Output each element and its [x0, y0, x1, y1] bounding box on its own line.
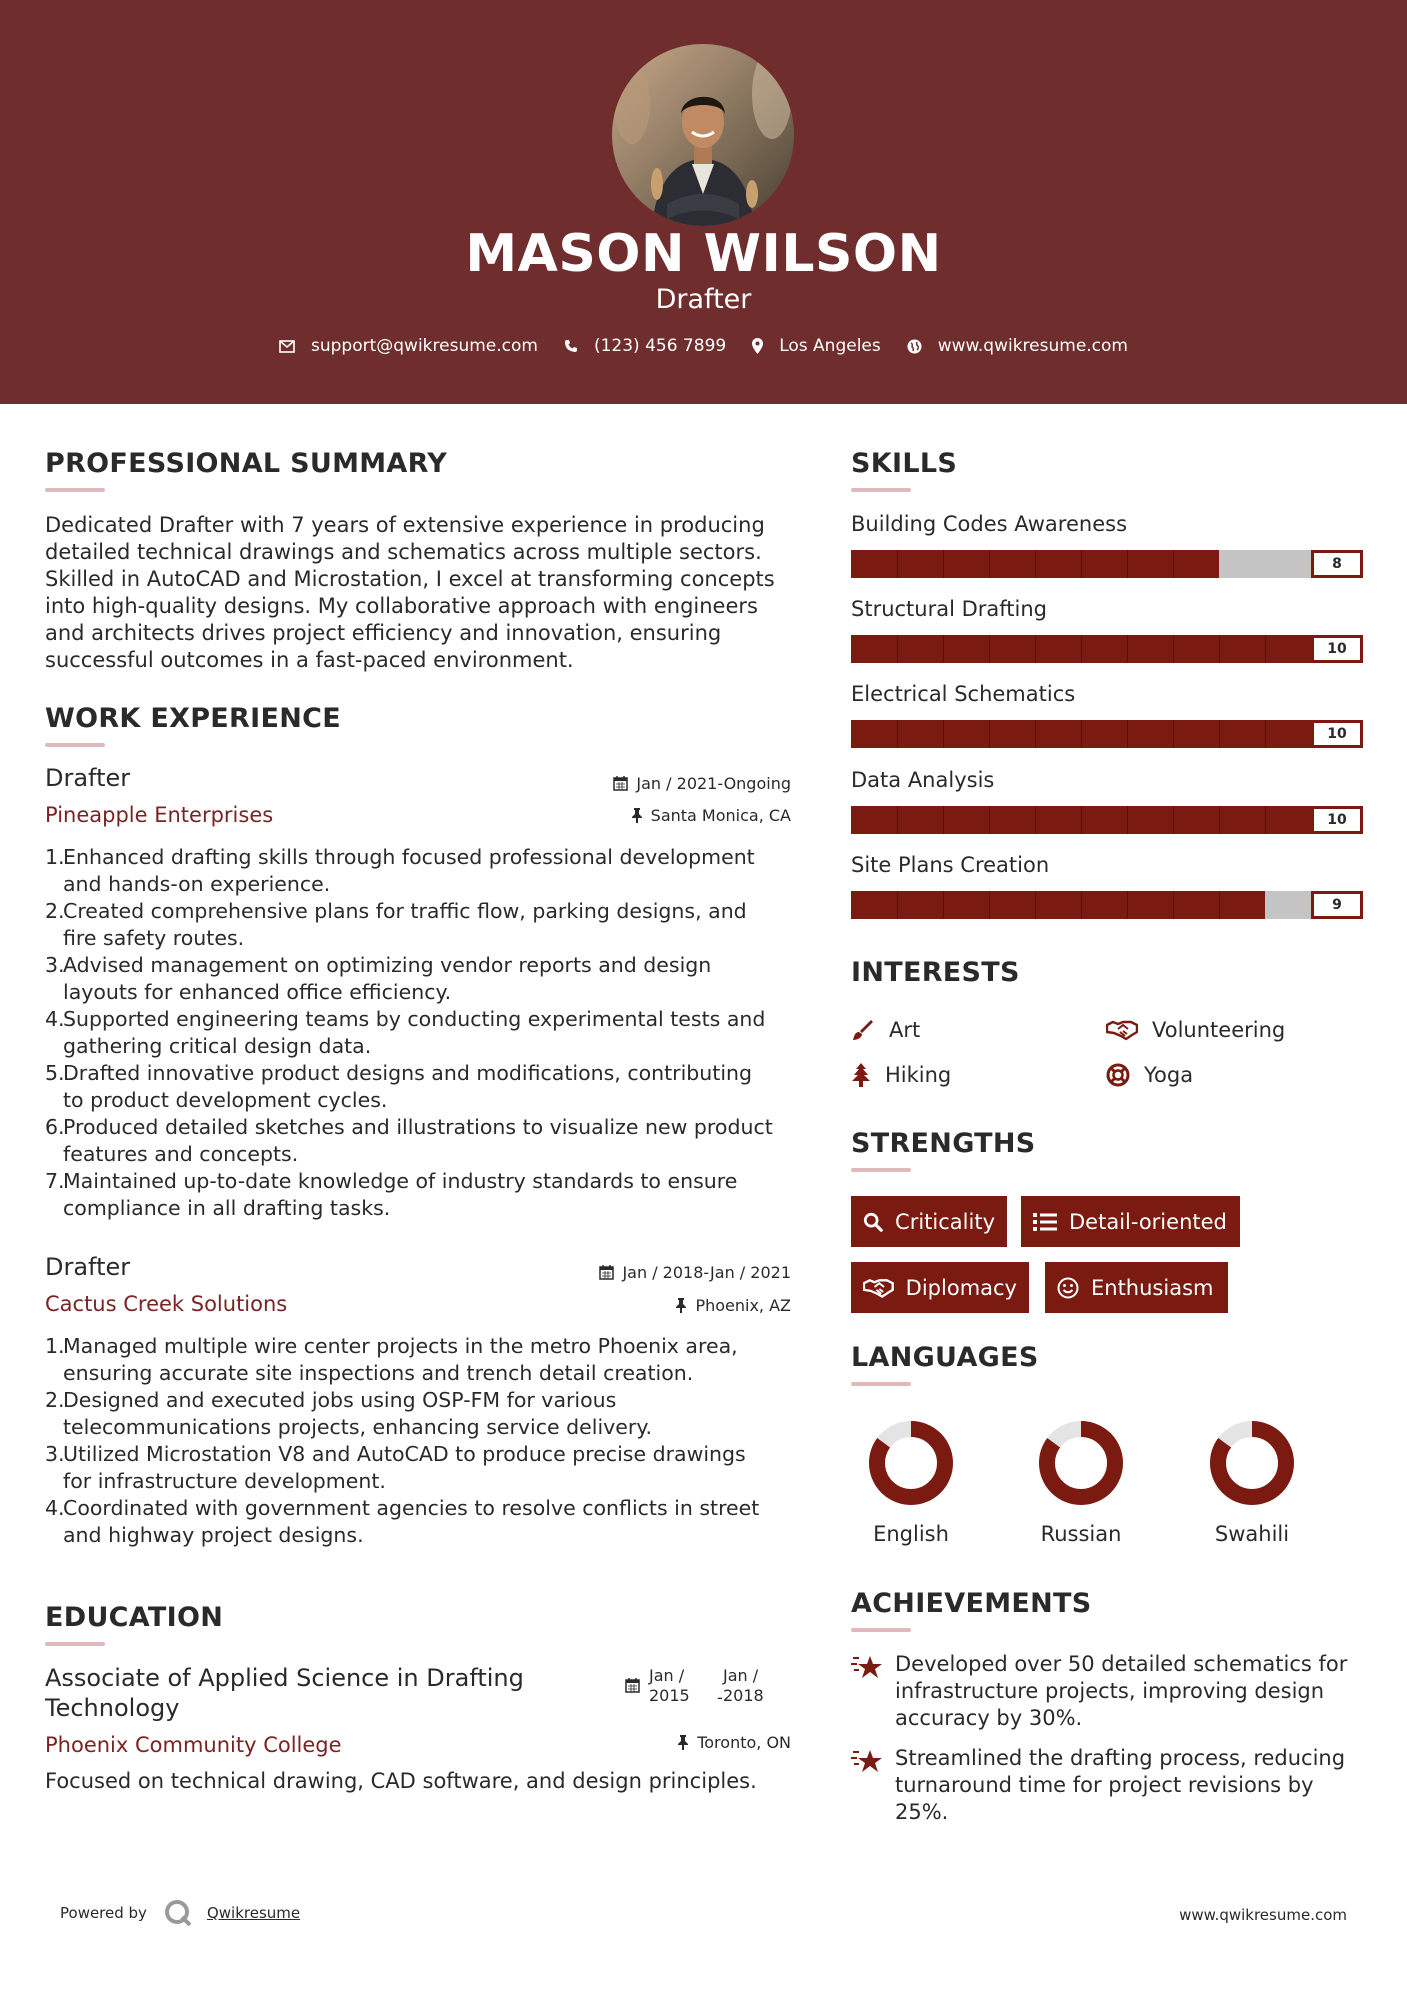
skill-segment-divider — [943, 720, 944, 748]
skill-name: Building Codes Awareness — [851, 512, 1128, 536]
website-text: www.qwikresume.com — [937, 336, 1128, 356]
contact-website[interactable] — [907, 336, 1128, 356]
language-label: Swahili — [1214, 1522, 1290, 1546]
job-title: Drafter — [45, 764, 131, 792]
pushpin-icon — [675, 1298, 687, 1313]
summary-rule — [45, 488, 105, 492]
footer-website[interactable]: www.qwikresume.com — [1179, 1906, 1347, 1924]
achievement-item: Streamlined the drafting process, reducing turnaround time for project revisions by 25%. — [895, 1746, 1346, 1824]
language-level-donut — [1036, 1418, 1126, 1508]
job-dates — [500, 1263, 791, 1282]
education-dates — [625, 1666, 795, 1710]
interest-volunteering: Volunteering — [1106, 1018, 1285, 1042]
skill-segment-divider — [897, 635, 898, 663]
skill-name: Site Plans Creation — [851, 853, 1050, 877]
phone-text: (123) 456 7899 — [593, 336, 727, 356]
skill-name: Electrical Schematics — [851, 682, 1076, 706]
skill-segment-divider — [897, 720, 898, 748]
skill-segment-divider — [1035, 550, 1036, 578]
languages-heading: LANGUAGES — [851, 1342, 1039, 1373]
end-date: Jan / 2018 — [723, 1666, 764, 1705]
skill-segment-divider — [1219, 806, 1220, 834]
candidate-name: MASON WILSON — [465, 224, 942, 284]
contact-bar — [0, 336, 1407, 356]
skill-level-fill — [851, 891, 1265, 919]
job-duties — [45, 844, 815, 1222]
education-rule — [45, 1642, 105, 1646]
job-company: Cactus Creek Solutions — [45, 1292, 288, 1316]
date-separator: - — [717, 1688, 723, 1707]
summary-line: successful outcomes in a fast-paced environment. — [45, 648, 574, 672]
skills-rule — [851, 488, 911, 492]
skill-segment-divider — [943, 635, 944, 663]
star-award-icon — [851, 1654, 883, 1686]
summary-line: and architects drives project efficiency and innovation, ensuring — [45, 621, 722, 645]
skill-segment-divider — [1081, 635, 1082, 663]
strength-tag: Enthusiasm — [1045, 1262, 1228, 1313]
handshake-icon — [863, 1277, 894, 1299]
school-name: Phoenix Community College — [45, 1733, 342, 1757]
phone-icon — [564, 339, 578, 353]
skill-segment-divider — [1265, 720, 1266, 748]
calendar-icon — [599, 1265, 614, 1280]
interests-heading: INTERESTS — [851, 957, 1020, 988]
location-text: Los Angeles — [779, 336, 881, 356]
interest-art: Art — [851, 1018, 920, 1042]
smile-icon — [1057, 1277, 1079, 1299]
skill-segment-divider — [943, 550, 944, 578]
skill-bar — [851, 891, 1363, 919]
qwikresume-link[interactable]: Qwikresume — [206, 1904, 301, 1922]
list-item: 2. Designed and executed jobs using OSP-FM for various telecommunications projects, enhancing service delivery. — [45, 1388, 653, 1439]
job-company: Pineapple Enterprises — [45, 803, 274, 827]
education-description: Focused on technical drawing, CAD software, and design principles. — [45, 1769, 757, 1793]
list-item: 3. Advised management on optimizing vendor reports and design layouts for enhanced office efficiency. — [45, 953, 712, 1004]
job-location-text: Santa Monica, CA — [650, 806, 791, 825]
skill-segment-divider — [1035, 635, 1036, 663]
job-dates-text: Jan / 2021-Ongoing — [636, 774, 791, 793]
strengths-rule — [851, 1168, 911, 1172]
summary-text — [45, 512, 805, 674]
summary-line: Skilled in AutoCAD and Microstation, I excel at transforming concepts — [45, 567, 775, 591]
email-text: support@qwikresume.com — [311, 336, 538, 356]
skill-score: 10 — [1311, 635, 1363, 663]
skill-segment-divider — [1219, 720, 1220, 748]
list-item: 1. Enhanced drafting skills through focused professional development and hands-on experience. — [45, 845, 755, 896]
job-location — [500, 806, 791, 825]
candidate-title: Drafter — [655, 284, 752, 315]
skill-segment-divider — [1081, 550, 1082, 578]
language-level-donut — [866, 1418, 956, 1508]
strengths-heading: STRENGTHS — [851, 1128, 1036, 1159]
skill-segment-divider — [1173, 806, 1174, 834]
list-item: 2. Created comprehensive plans for traffic flow, parking designs, and fire safety routes. — [45, 899, 747, 950]
qwikresume-logo-icon — [163, 1898, 193, 1928]
skill-name: Structural Drafting — [851, 597, 1048, 621]
skill-segment-divider — [989, 806, 990, 834]
search-icon — [863, 1211, 883, 1233]
language-item — [1167, 1418, 1337, 1546]
pushpin-icon — [631, 808, 643, 823]
job-location-text: Phoenix, AZ — [695, 1296, 791, 1315]
education-heading: EDUCATION — [45, 1602, 224, 1633]
skill-segment-divider — [1081, 891, 1082, 919]
skill-segment-divider — [1173, 550, 1174, 578]
skill-segment-divider — [943, 806, 944, 834]
interest-yoga: Yoga — [1106, 1063, 1193, 1087]
skill-segment-divider — [1219, 891, 1220, 919]
strength-tag: Criticality — [851, 1196, 1007, 1247]
handshake-icon — [1106, 1019, 1138, 1041]
skill-segment-divider — [1127, 720, 1128, 748]
lifering-icon — [1106, 1063, 1130, 1087]
skill-segment-divider — [1035, 806, 1036, 834]
list-item: 3. Utilized Microstation V8 and AutoCAD to produce precise drawings for infrastructure development. — [45, 1442, 746, 1493]
paintbrush-icon — [851, 1018, 875, 1042]
language-label: Russian — [1040, 1522, 1122, 1546]
skill-segment-divider — [897, 806, 898, 834]
education-location-text: Toronto, ON — [697, 1733, 791, 1752]
language-item — [996, 1418, 1166, 1546]
start-date: Jan / 2015 — [649, 1666, 690, 1705]
skill-score: 10 — [1311, 806, 1363, 834]
job-dates — [500, 774, 791, 793]
list-item: 1. Managed multiple wire center projects in the metro Phoenix area, ensuring accurate site inspections and trench detail creation. — [45, 1334, 738, 1385]
powered-by-label: Powered by — [60, 1904, 147, 1922]
skill-segment-divider — [1173, 635, 1174, 663]
footer-powered-by — [60, 1898, 300, 1928]
achievement-item: Developed over 50 detailed schematics for infrastructure projects, improving design accuracy by 30%. — [895, 1652, 1348, 1730]
skill-score: 9 — [1311, 891, 1363, 919]
skill-score: 8 — [1311, 550, 1363, 578]
skill-segment-divider — [1173, 720, 1174, 748]
job-location — [500, 1296, 791, 1315]
skill-segment-divider — [1127, 550, 1128, 578]
skill-segment-divider — [1173, 891, 1174, 919]
achievements-heading: ACHIEVEMENTS — [851, 1588, 1092, 1619]
skill-segment-divider — [943, 891, 944, 919]
envelope-icon — [279, 340, 295, 353]
job-dates-text: Jan / 2018-Jan / 2021 — [622, 1263, 791, 1282]
skill-segment-divider — [989, 635, 990, 663]
list-item: 4. Coordinated with government agencies to resolve conflicts in street and highway project designs. — [45, 1496, 760, 1547]
language-level-donut — [1207, 1418, 1297, 1508]
header — [0, 0, 1407, 404]
contact-email[interactable] — [279, 336, 538, 356]
skill-segment-divider — [1127, 635, 1128, 663]
skill-segment-divider — [1265, 635, 1266, 663]
skill-score: 10 — [1311, 720, 1363, 748]
skill-segment-divider — [1035, 891, 1036, 919]
skill-segment-divider — [989, 720, 990, 748]
skill-bar — [851, 635, 1363, 663]
skill-segment-divider — [989, 891, 990, 919]
profile-photo — [612, 44, 794, 226]
skill-bar — [851, 806, 1363, 834]
summary-line: Dedicated Drafter with 7 years of extensive experience in producing — [45, 513, 765, 537]
skill-segment-divider — [1081, 720, 1082, 748]
list-item: 7. Maintained up-to-date knowledge of industry standards to ensure compliance in all drafting tasks. — [45, 1169, 738, 1220]
skill-bar — [851, 720, 1363, 748]
experience-rule — [45, 743, 105, 747]
skill-segment-divider — [1081, 806, 1082, 834]
list-item: 4. Supported engineering teams by conducting experimental tests and gathering critical design data. — [45, 1007, 766, 1058]
list-item: 5. Drafted innovative product designs and modifications, contributing to product development cycles. — [45, 1061, 753, 1112]
calendar-icon — [625, 1678, 640, 1693]
skill-segment-divider — [1127, 806, 1128, 834]
tree-icon — [851, 1063, 871, 1087]
skill-segment-divider — [1127, 891, 1128, 919]
language-item — [826, 1418, 996, 1546]
skill-name: Data Analysis — [851, 768, 995, 792]
skill-bar — [851, 550, 1363, 578]
skill-segment-divider — [897, 891, 898, 919]
summary-heading: PROFESSIONAL SUMMARY — [45, 448, 448, 479]
degree-title: Associate of Applied Science in Drafting Technology — [45, 1664, 524, 1722]
map-pin-icon — [752, 338, 763, 354]
contact-location — [752, 336, 881, 356]
education-location — [500, 1733, 791, 1752]
pushpin-icon — [677, 1735, 689, 1750]
skill-segment-divider — [897, 550, 898, 578]
star-award-icon — [851, 1748, 883, 1780]
languages-rule — [851, 1382, 911, 1386]
summary-line: into high-quality designs. My collaborative approach with engineers — [45, 594, 758, 618]
list-icon — [1033, 1212, 1057, 1232]
experience-heading: WORK EXPERIENCE — [45, 703, 341, 734]
language-label: English — [873, 1522, 949, 1546]
skill-segment-divider — [1265, 806, 1266, 834]
summary-line: detailed technical drawings and schematics across multiple sectors. — [45, 540, 762, 564]
job-title: Drafter — [45, 1253, 131, 1281]
skill-segment-divider — [989, 550, 990, 578]
strength-tag: Detail-oriented — [1021, 1196, 1240, 1247]
interest-hiking: Hiking — [851, 1063, 951, 1087]
job-duties — [45, 1333, 815, 1549]
globe-icon — [907, 339, 922, 354]
skill-segment-divider — [1219, 635, 1220, 663]
strength-tag: Diplomacy — [851, 1262, 1029, 1313]
skill-segment-divider — [1035, 720, 1036, 748]
skills-heading: SKILLS — [851, 448, 958, 479]
contact-phone[interactable] — [564, 336, 726, 356]
calendar-icon — [613, 776, 628, 791]
list-item: 6. Produced detailed sketches and illustrations to visualize new product features and concepts. — [45, 1115, 773, 1166]
achievements-rule — [851, 1628, 911, 1632]
